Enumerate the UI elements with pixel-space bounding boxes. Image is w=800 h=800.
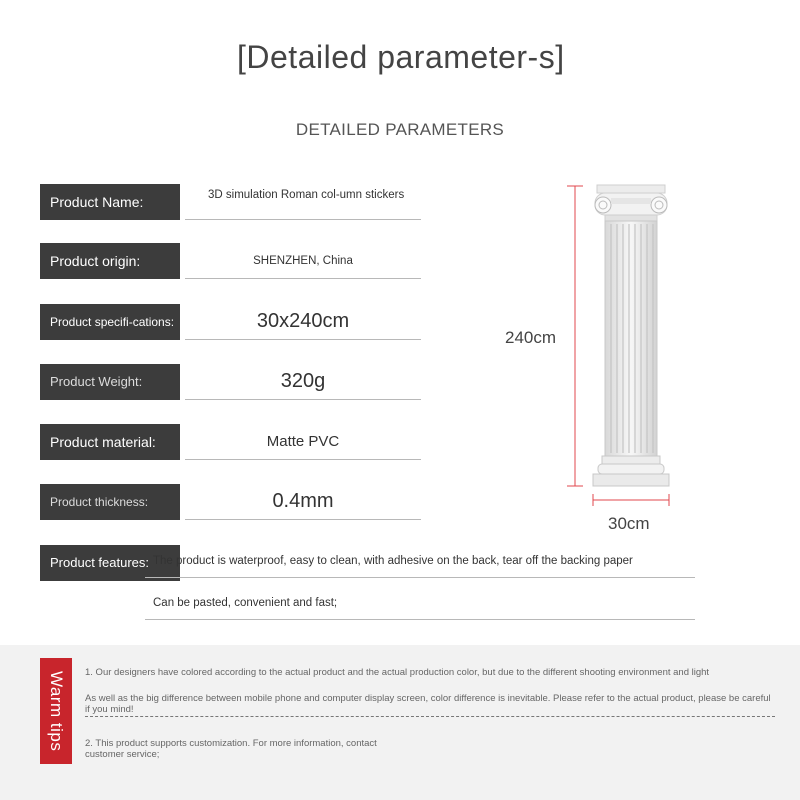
param-value: 0.4mm	[185, 484, 421, 520]
warm-tips-panel	[0, 645, 800, 800]
param-label: Product specifi-cations:	[40, 304, 180, 340]
param-value: Matte PVC	[185, 424, 421, 460]
warm-tip-1-continued: As well as the big difference between mobile phone and computer display screen, color difference is inevitable. Please refer to the actual product, please be careful if you mind!	[85, 693, 771, 715]
warm-tip-1: 1. Our designers have colored according to the actual product and the actual production color, but due to the different shooting environment and light	[85, 667, 710, 678]
param-label: Product material:	[40, 424, 180, 460]
param-label: Product Weight:	[40, 364, 180, 400]
warm-tips-tag	[40, 658, 72, 764]
dashed-divider	[85, 716, 775, 717]
warm-tip-2: 2. This product supports customization. For more information, contact customer service;	[85, 738, 377, 760]
page-subtitle: DETAILED PARAMETERS	[295, 120, 505, 139]
roman-column-image	[555, 180, 685, 540]
height-dimension-label: 240cm	[505, 328, 557, 347]
features-label: Product features:	[40, 545, 180, 581]
page-title: [Detailed parameter-s]	[237, 39, 565, 75]
param-value: 30x240cm	[185, 304, 421, 340]
features-line-2: Can be pasted, convenient and fast;	[145, 587, 695, 620]
width-dimension-label: 30cm	[608, 514, 650, 533]
param-label: Product origin:	[40, 243, 180, 279]
param-label: Product thickness:	[40, 484, 180, 520]
column-illustration	[555, 180, 685, 540]
param-value: 320g	[185, 364, 421, 400]
features-line-1: The product is waterproof, easy to clean, with adhesive on the back, tear off the backing paper	[145, 545, 695, 578]
param-value: 3D simulation Roman col-umn stickers	[185, 184, 421, 220]
warm-tips-tag-label: Warm tips	[47, 670, 66, 752]
param-value: SHENZHEN, China	[185, 243, 421, 279]
param-label: Product Name:	[40, 184, 180, 220]
